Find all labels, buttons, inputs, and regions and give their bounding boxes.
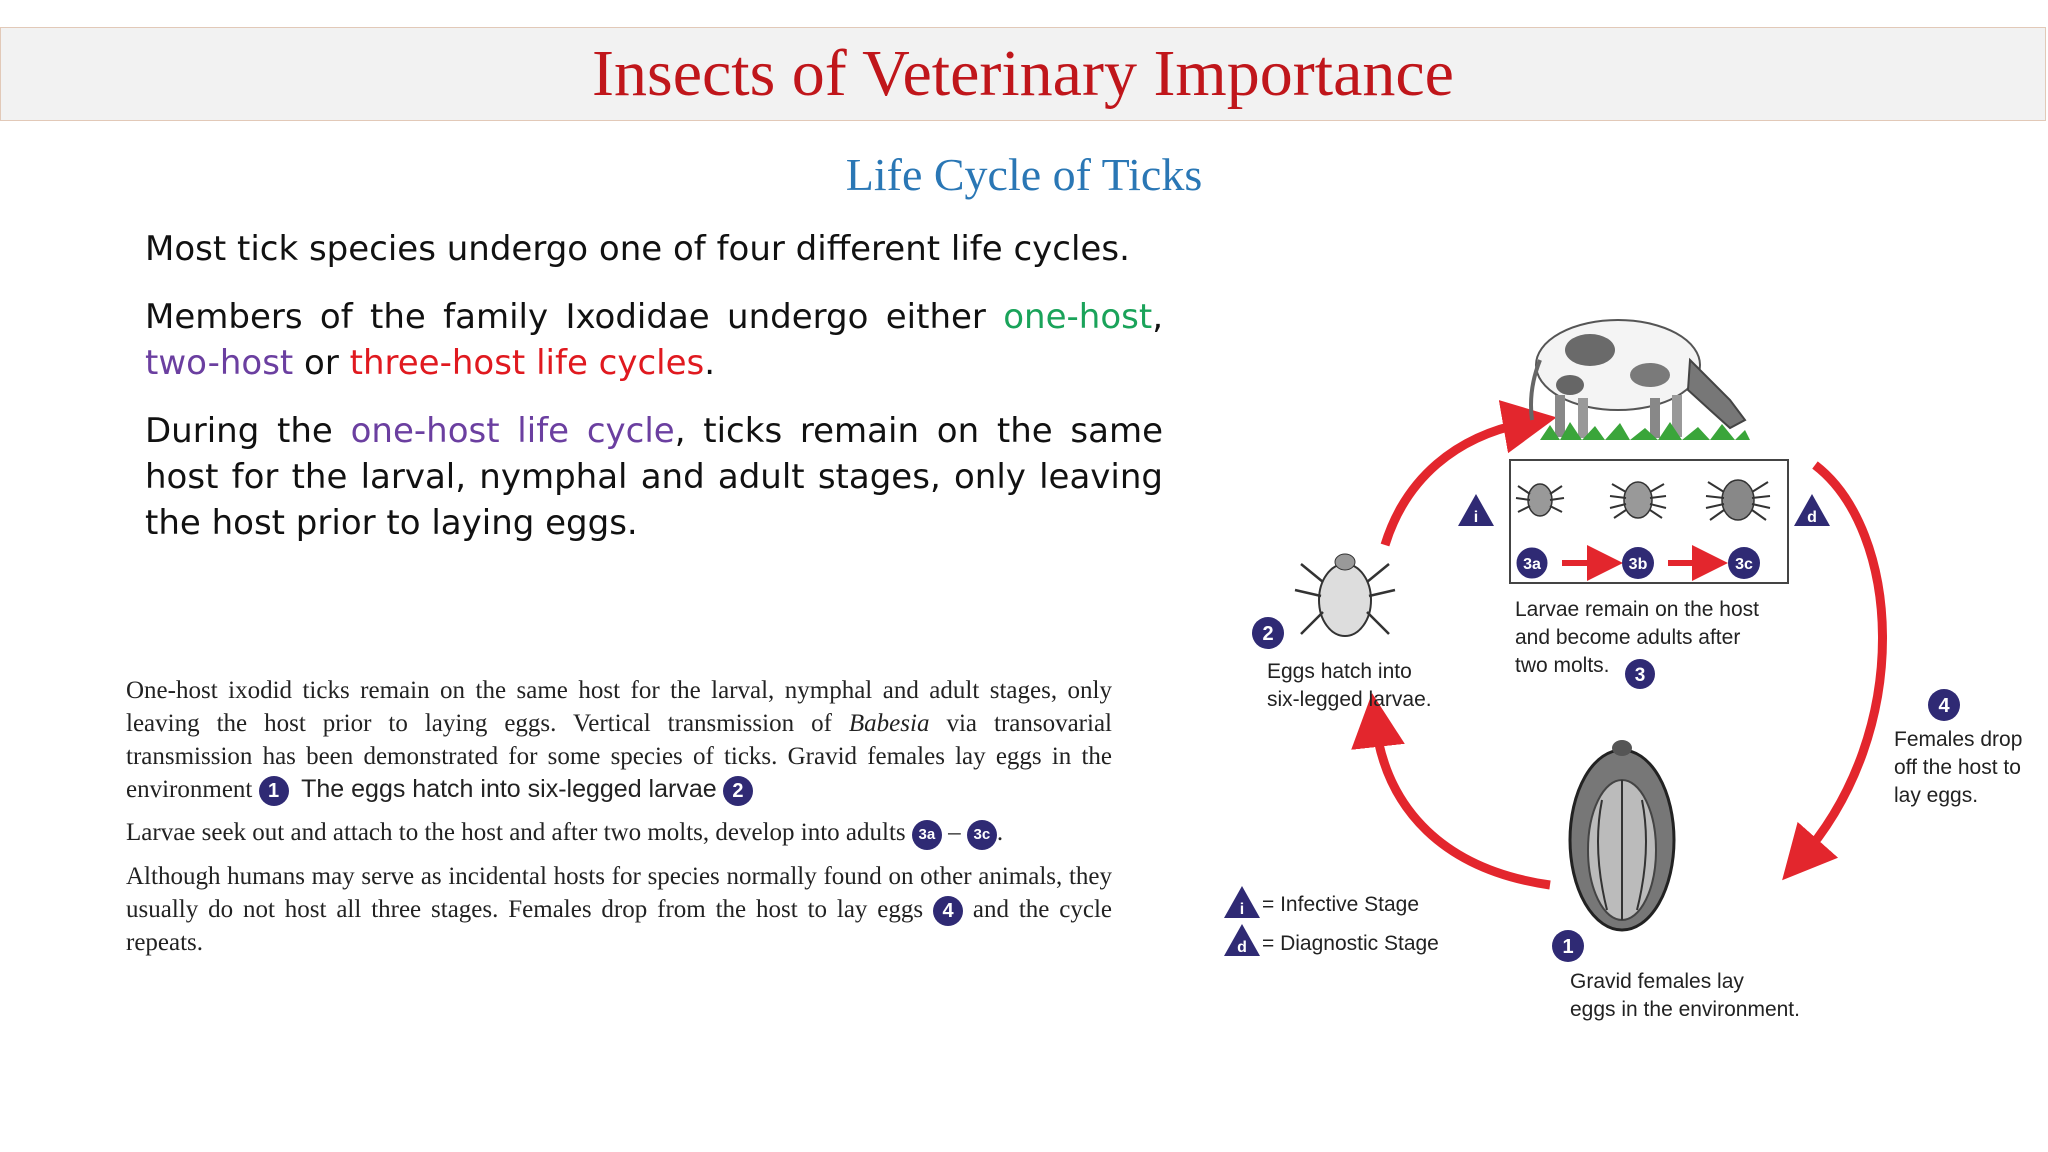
- svg-text:i: i: [1239, 901, 1245, 918]
- badge-4: [1928, 689, 1960, 721]
- textbox-para-2: Larvae seek out and attach to the host and after two molts, develop into adults 3a – 3c .: [126, 816, 1112, 849]
- svg-text:3b: 3b: [1628, 556, 1648, 573]
- badge-3c: [1728, 547, 1760, 579]
- step-2-label: Eggs hatch into six-legged larvae.: [1267, 660, 1432, 711]
- step-3a-badge: 3a: [912, 820, 942, 850]
- step-2-badge: 2: [723, 776, 753, 806]
- page-title: Insects of Veterinary Importance: [592, 37, 1454, 110]
- diagnostic-stage-marker: [1794, 494, 1830, 526]
- step-3c-badge: 3c: [967, 820, 997, 850]
- three-host-term: three-host life cycles: [349, 343, 705, 383]
- cow-icon: [1531, 320, 1745, 438]
- step-1-label: Gravid females lay eggs in the environment.: [1570, 970, 1800, 1021]
- svg-text:1: 1: [1562, 936, 1574, 958]
- svg-text:d: d: [1237, 939, 1247, 956]
- infective-stage-marker: [1458, 494, 1494, 526]
- description-textbox: [126, 674, 1112, 969]
- badge-2: [1252, 617, 1284, 649]
- gravid-female-tick-icon: [1570, 740, 1674, 930]
- svg-text:4: 4: [1938, 695, 1950, 717]
- badge-1: [1552, 930, 1584, 962]
- svg-text:3: 3: [1634, 665, 1646, 686]
- svg-text:2: 2: [1262, 623, 1274, 645]
- badge-3a: [1516, 547, 1548, 579]
- grass-icon: [1540, 422, 1750, 440]
- badge-3b: [1622, 547, 1654, 579]
- legend-diagnostic-label: = Diagnostic Stage: [1262, 932, 1439, 955]
- step-1-badge: 1: [259, 776, 289, 806]
- svg-text:3a: 3a: [1523, 556, 1541, 573]
- bullet-1: Most tick species undergo one of four different life cycles.: [145, 229, 1130, 269]
- arrow-1-to-2: [1375, 720, 1550, 885]
- babesia-term: Babesia: [848, 710, 930, 737]
- two-host-term: two-host: [145, 343, 294, 383]
- slide-subtitle: Life Cycle of Ticks: [845, 149, 1203, 200]
- svg-text:d: d: [1807, 509, 1817, 526]
- step-3-label: Larvae remain on the host and become adults after two molts.: [1515, 598, 1759, 677]
- bullet-2: Members of the family Ixodidae undergo either one-host, two-host or three-host life cycles.: [145, 297, 1163, 383]
- bullet-3: During the one-host life cycle, ticks remain on the same host for the larval, nymphal and adult stages, only leaving the host prior to laying eggs.: [145, 411, 1164, 543]
- step-4-label: Females drop off the host to lay eggs.: [1894, 728, 2023, 807]
- legend-infective-label: = Infective Stage: [1262, 893, 1420, 916]
- svg-text:3c: 3c: [1735, 556, 1753, 573]
- svg-text:i: i: [1473, 509, 1479, 526]
- textbox-para-3: Although humans may serve as incidental hosts for species normally found on other animals, they usually do not host all three stages. Females drop from the host to lay eggs 4 and the cycle repeats.: [126, 862, 1112, 956]
- legend-infective: [1224, 886, 1260, 918]
- one-host-cycle-term: one-host life cycle: [350, 411, 675, 451]
- step-4-badge: 4: [933, 896, 963, 926]
- tick-life-cycle-diagram: [1210, 290, 2046, 1070]
- bullet-text: [145, 226, 1163, 568]
- legend-diagnostic: [1224, 924, 1260, 956]
- arrow-2-to-3: [1385, 422, 1530, 545]
- one-host-term: one-host: [1003, 297, 1153, 337]
- larva-tick-icon: [1295, 554, 1395, 636]
- title-bar: [0, 27, 2046, 121]
- textbox-para-1: One-host ixodid ticks remain on the same host for the larval, nymphal and adult stages, only leaving the host prior to laying eggs. Vertical transmission of Babesia via transovarial transmission has been demonstrated for some species of ticks. Gravid females lay eggs in the environment 1 The eggs hatch into six-legged larvae 2: [126, 674, 1112, 806]
